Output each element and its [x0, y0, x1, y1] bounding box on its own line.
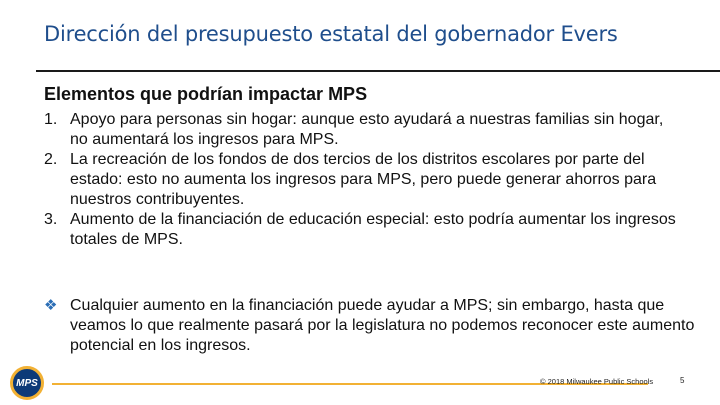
list-item-text: Apoyo para personas sin hogar: aunque esto ayudará a nuestras familias sin hogar, no aumentará los ingresos para MPS. [70, 111, 664, 148]
title-divider [36, 70, 720, 72]
list-item-text: Aumento de la financiación de educación especial: esto podría aumentar los ingresos totales de MPS. [70, 211, 676, 248]
mps-logo [10, 366, 44, 400]
copyright-text: © 2018 Milwaukee Public Schools [540, 377, 654, 386]
funding-note [44, 296, 720, 356]
slide-subtitle: Elementos que podrían impactar MPS [44, 84, 368, 104]
list-item-number: 2. [44, 151, 58, 168]
page-number: 5 [680, 376, 685, 385]
list-item-text: La recreación de los fondos de dos tercios de los distritos escolares por parte del estado: esto no aumenta los ingresos para MPS, pero puede generar ahorros para nuestros contribuyentes. [70, 151, 657, 208]
list-item-number: 3. [44, 211, 58, 228]
slide-title: Dirección del presupuesto estatal del gobernador Evers [44, 22, 618, 46]
list-item [44, 110, 684, 150]
impact-list [44, 110, 684, 250]
diamond-bullet-icon: ❖ [44, 297, 58, 314]
funding-note-text: Cualquier aumento en la financiación puede ayudar a MPS; sin embargo, hasta que veamos lo que realmente pasará por la legislatura no podemos reconocer este aumento potencial en los ingresos. [70, 297, 695, 354]
list-item [44, 210, 684, 250]
list-item [44, 150, 684, 210]
mps-logo-text: MPS [16, 377, 38, 389]
list-item-number: 1. [44, 111, 58, 128]
